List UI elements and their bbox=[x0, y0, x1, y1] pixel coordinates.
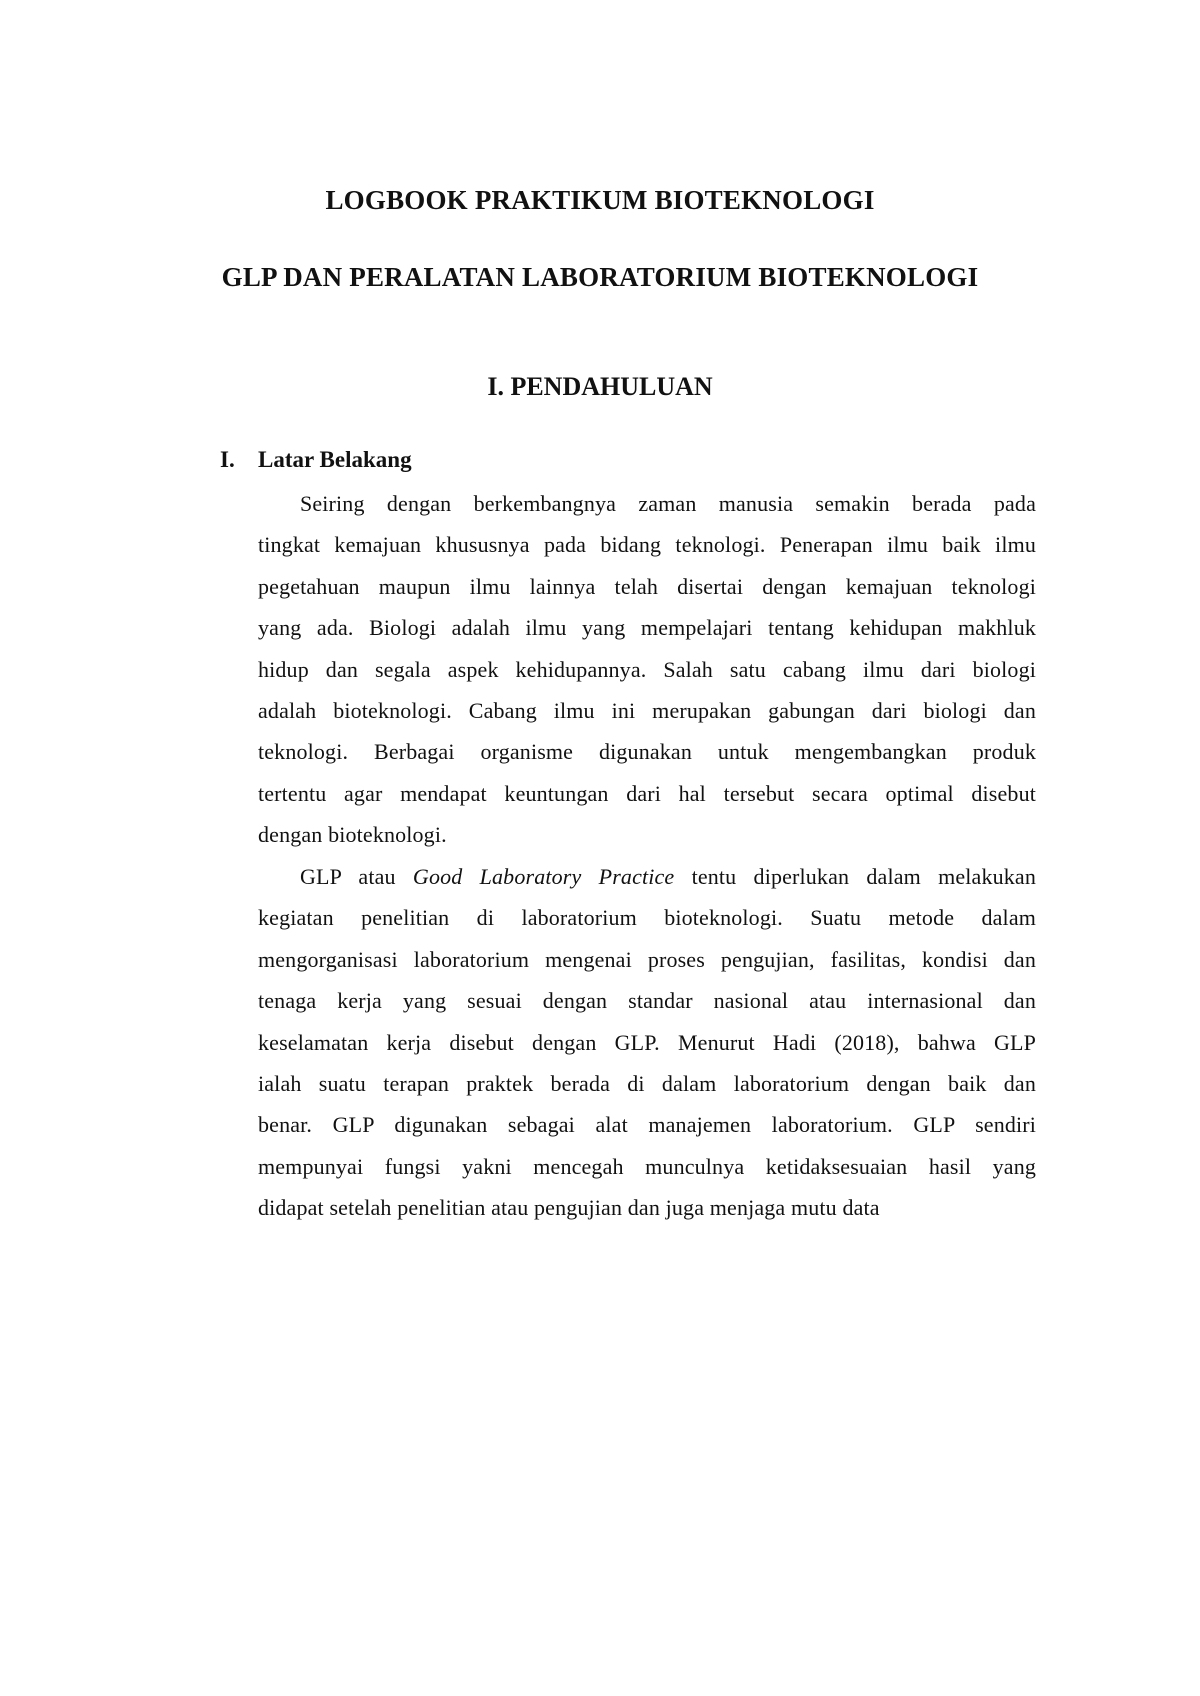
document-subtitle: GLP DAN PERALATAN LABORATORIUM BIOTEKNOLOGI bbox=[221, 262, 979, 292]
paragraph-line: tingkat kemajuan khususnya pada bidang teknologi. Penerapan ilmu baik ilmu bbox=[258, 532, 1036, 558]
paragraph-line: didapat setelah penelitian atau pengujian dan juga menjaga mutu data bbox=[258, 1195, 880, 1221]
paragraph-line: teknologi. Berbagai organisme digunakan untuk mengembangkan produk bbox=[258, 739, 1036, 765]
paragraph-line: kegiatan penelitian di laboratorium bioteknologi. Suatu metode dalam bbox=[258, 905, 1036, 931]
paragraph-line: ialah suatu terapan praktek berada di dalam laboratorium dengan baik dan bbox=[258, 1071, 1036, 1097]
paragraph-line: Seiring dengan berkembangnya zaman manusia semakin berada pada bbox=[300, 491, 1036, 516]
paragraph-2 bbox=[258, 856, 1036, 1229]
italic-term: Good Laboratory Practice bbox=[412, 864, 675, 889]
paragraph-line: benar. GLP digunakan sebagai alat manajemen laboratorium. GLP sendiri bbox=[258, 1112, 1036, 1138]
paragraph-line: tertentu agar mendapat keuntungan dari hal tersebut secara optimal disebut bbox=[258, 780, 1036, 806]
paragraph-1 bbox=[258, 483, 1036, 856]
chapter-heading: I. PENDAHULUAN bbox=[487, 372, 713, 401]
section-heading bbox=[220, 447, 412, 473]
paragraph-line: tenaga kerja yang sesuai dengan standar nasional atau internasional dan bbox=[258, 988, 1036, 1014]
paragraph-line: keselamatan kerja disebut dengan GLP. Menurut Hadi (2018), bahwa GLP bbox=[258, 1029, 1036, 1055]
paragraph-line: hidup dan segala aspek kehidupannya. Salah satu cabang ilmu dari biologi bbox=[258, 656, 1036, 682]
section-title: Latar Belakang bbox=[258, 447, 412, 472]
paragraph-line: pegetahuan maupun ilmu lainnya telah disertai dengan kemajuan teknologi bbox=[258, 573, 1036, 599]
paragraph-line bbox=[258, 856, 1036, 897]
paragraph-text: GLP atau bbox=[300, 864, 413, 889]
paragraph-line: dengan bioteknologi. bbox=[258, 822, 447, 848]
paragraph-line: adalah bioteknologi. Cabang ilmu ini merupakan gabungan dari biologi dan bbox=[258, 698, 1036, 724]
paragraph-line: mengorganisasi laboratorium mengenai proses pengujian, fasilitas, kondisi dan bbox=[258, 946, 1036, 972]
section-number: I. bbox=[220, 447, 235, 472]
paragraph-text: tentu diperlukan dalam melakukan bbox=[674, 864, 1036, 889]
document-title: LOGBOOK PRAKTIKUM BIOTEKNOLOGI bbox=[325, 185, 875, 215]
paragraph-line: yang ada. Biologi adalah ilmu yang mempelajari tentang kehidupan makhluk bbox=[258, 615, 1036, 641]
paragraph-line: mempunyai fungsi yakni mencegah munculnya ketidaksesuaian hasil yang bbox=[258, 1153, 1036, 1179]
